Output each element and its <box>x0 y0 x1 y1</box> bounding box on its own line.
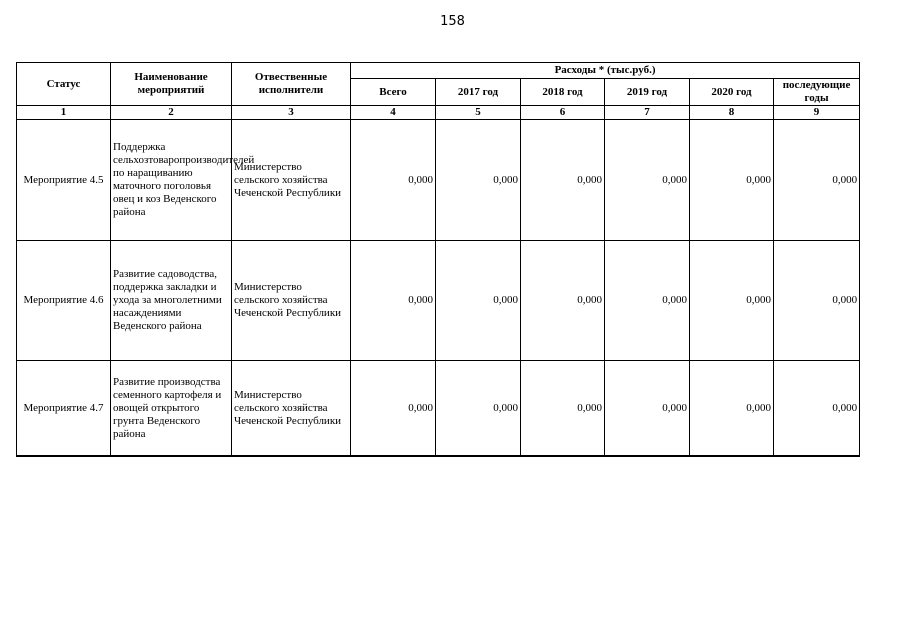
header-status: Статус <box>17 63 111 106</box>
page-number: 158 <box>440 14 465 29</box>
header-responsible: Отвественные исполнители <box>232 63 351 106</box>
row-status: Мероприятие 4.6 <box>17 241 111 361</box>
header-2019: 2019 год <box>605 79 690 106</box>
expenses-table <box>16 62 860 457</box>
row-value-total: 0,000 <box>351 361 436 457</box>
row-value-2017: 0,000 <box>436 241 521 361</box>
row-value-2018: 0,000 <box>521 361 605 457</box>
table-row <box>17 361 860 457</box>
header-total: Всего <box>351 79 436 106</box>
row-responsible: Министерство сельского хозяйства Чеченской Республики <box>232 361 351 457</box>
row-responsible: Министерство сельского хозяйства Чеченской Республики <box>232 241 351 361</box>
row-status: Мероприятие 4.5 <box>17 120 111 241</box>
row-value-2018: 0,000 <box>521 241 605 361</box>
column-index: 3 <box>232 106 351 120</box>
header-later-years: последующие годы <box>774 79 860 106</box>
column-index: 2 <box>111 106 232 120</box>
row-name: Поддержка сельхозтоваропроизводителей по наращиванию маточного поголовья овец и коз Веденского района <box>111 120 232 241</box>
column-index: 4 <box>351 106 436 120</box>
row-value-2020: 0,000 <box>690 241 774 361</box>
header-2020: 2020 год <box>690 79 774 106</box>
row-value-total: 0,000 <box>351 241 436 361</box>
column-index: 1 <box>17 106 111 120</box>
row-responsible: Министерство сельского хозяйства Чеченской Республики <box>232 120 351 241</box>
row-name: Развитие садоводства, поддержка закладки и ухода за многолетними насаждениями Веденского района <box>111 241 232 361</box>
row-value-total: 0,000 <box>351 120 436 241</box>
row-value-later: 0,000 <box>774 361 860 457</box>
column-index: 8 <box>690 106 774 120</box>
row-name: Развитие производства семенного картофеля и овощей открытого грунта Веденского района <box>111 361 232 457</box>
row-value-later: 0,000 <box>774 241 860 361</box>
row-value-2019: 0,000 <box>605 241 690 361</box>
header-name: Наименование мероприятий <box>111 63 232 106</box>
row-value-2018: 0,000 <box>521 120 605 241</box>
header-expenses: Расходы * (тыс.руб.) <box>351 63 860 79</box>
column-index: 6 <box>521 106 605 120</box>
row-value-2019: 0,000 <box>605 120 690 241</box>
row-value-2019: 0,000 <box>605 361 690 457</box>
table-row <box>17 120 860 241</box>
header-2018: 2018 год <box>521 79 605 106</box>
row-value-2017: 0,000 <box>436 361 521 457</box>
table-row <box>17 241 860 361</box>
row-value-2017: 0,000 <box>436 120 521 241</box>
column-index: 5 <box>436 106 521 120</box>
column-index: 9 <box>774 106 860 120</box>
row-status: Мероприятие 4.7 <box>17 361 111 457</box>
row-value-2020: 0,000 <box>690 120 774 241</box>
row-value-later: 0,000 <box>774 120 860 241</box>
row-value-2020: 0,000 <box>690 361 774 457</box>
header-2017: 2017 год <box>436 79 521 106</box>
column-index: 7 <box>605 106 690 120</box>
